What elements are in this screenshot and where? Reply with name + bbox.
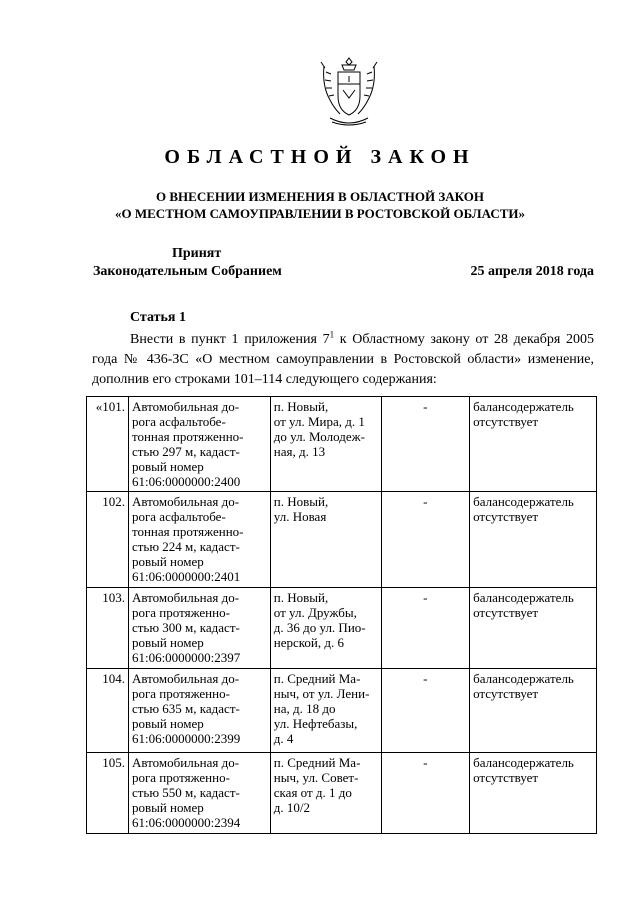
law-title: ОБЛАСТНОЙ ЗАКОН	[164, 146, 476, 168]
row-number: 102.	[87, 492, 129, 588]
object-owner	[470, 753, 597, 834]
object-owner	[470, 492, 597, 588]
article-title: Статья 1	[130, 310, 186, 325]
object-text: Автомобильная до- рога асфальтобе- тонная протяженно- стью 224 м, кадаст- ровый номер 61:06:0000000:2401	[131, 494, 244, 584]
owner-text: балансодержатель отсутствует	[473, 755, 574, 785]
row-number: 103.	[87, 588, 129, 669]
object-description	[128, 753, 270, 834]
object-owner	[470, 669, 597, 753]
subtitle-line-1: О ВНЕСЕНИИ ИЗМЕНЕНИЯ В ОБЛАСТНОЙ ЗАКОН	[156, 189, 484, 204]
object-owner	[470, 588, 597, 669]
adoption-date: 25 апреля 2018 года	[470, 264, 594, 279]
address-text: п. Новый, от ул. Дружбы, д. 36 до ул. Пио- нерской, д. 6	[273, 590, 366, 650]
object-address	[270, 669, 381, 753]
object-mark: -	[381, 397, 470, 492]
object-owner	[470, 397, 597, 492]
object-address	[270, 753, 381, 834]
table-row	[87, 397, 597, 492]
article-superscript: 1	[329, 329, 335, 340]
address-text: п. Средний Ма- ныч, ул. Совет- ская от д. 1 до д. 10/2	[273, 755, 361, 815]
roads-table	[86, 396, 597, 834]
object-description	[128, 588, 270, 669]
object-mark: -	[381, 492, 470, 588]
object-mark: -	[381, 588, 470, 669]
object-description	[128, 669, 270, 753]
law-subtitle	[0, 188, 640, 222]
address-text: п. Новый, ул. Новая	[273, 494, 329, 524]
object-address	[270, 492, 381, 588]
object-text: Автомобильная до- рога протяженно- стью 635 м, кадаст- ровый номер 61:06:0000000:2399	[131, 671, 241, 746]
adopted-by: Законодательным Собранием	[93, 264, 282, 279]
object-address	[270, 588, 381, 669]
object-address	[270, 397, 381, 492]
article-text	[92, 330, 594, 390]
row-number: 105.	[87, 753, 129, 834]
article-text-part-2: к Областному закону от 28 декабря 2005 года № 436-ЗС «О местном самоуправлении в Ростовской области» изменение, дополнив его строками 101–114 следующего содержания:	[92, 332, 594, 387]
address-text: п. Новый, от ул. Мира, д. 1 до ул. Молодеж- ная, д. 13	[273, 399, 365, 459]
adopted-label: Принят	[172, 246, 222, 261]
owner-text: балансодержатель отсутствует	[473, 494, 574, 524]
table-row	[87, 669, 597, 753]
row-number: 104.	[87, 669, 129, 753]
table-row	[87, 753, 597, 834]
owner-text: балансодержатель отсутствует	[473, 590, 574, 620]
owner-text: балансодержатель отсутствует	[473, 671, 574, 701]
object-description	[128, 492, 270, 588]
object-mark: -	[381, 669, 470, 753]
object-text: Автомобильная до- рога протяженно- стью 300 м, кадаст- ровый номер 61:06:0000000:2397	[131, 590, 241, 665]
table-row	[87, 588, 597, 669]
address-text: п. Средний Ма- ныч, от ул. Лени- на, д. 18 до ул. Нефтебазы, д. 4	[273, 671, 370, 746]
object-text: Автомобильная до- рога протяженно- стью 550 м, кадаст- ровый номер 61:06:0000000:2394	[131, 755, 241, 830]
object-description	[128, 397, 270, 492]
coat-of-arms-icon	[318, 56, 380, 128]
object-mark: -	[381, 753, 470, 834]
article-text-part-1: Внести в пункт 1 приложения 7	[130, 332, 330, 347]
subtitle-line-2: «О МЕСТНОМ САМОУПРАВЛЕНИИ В РОСТОВСКОЙ ОБЛАСТИ»	[115, 206, 525, 221]
owner-text: балансодержатель отсутствует	[473, 399, 574, 429]
row-number: «101.	[87, 397, 129, 492]
table-row	[87, 492, 597, 588]
object-text: Автомобильная до- рога асфальтобе- тонная протяженно- стью 297 м, кадаст- ровый номер 61:06:0000000:2400	[131, 399, 244, 489]
